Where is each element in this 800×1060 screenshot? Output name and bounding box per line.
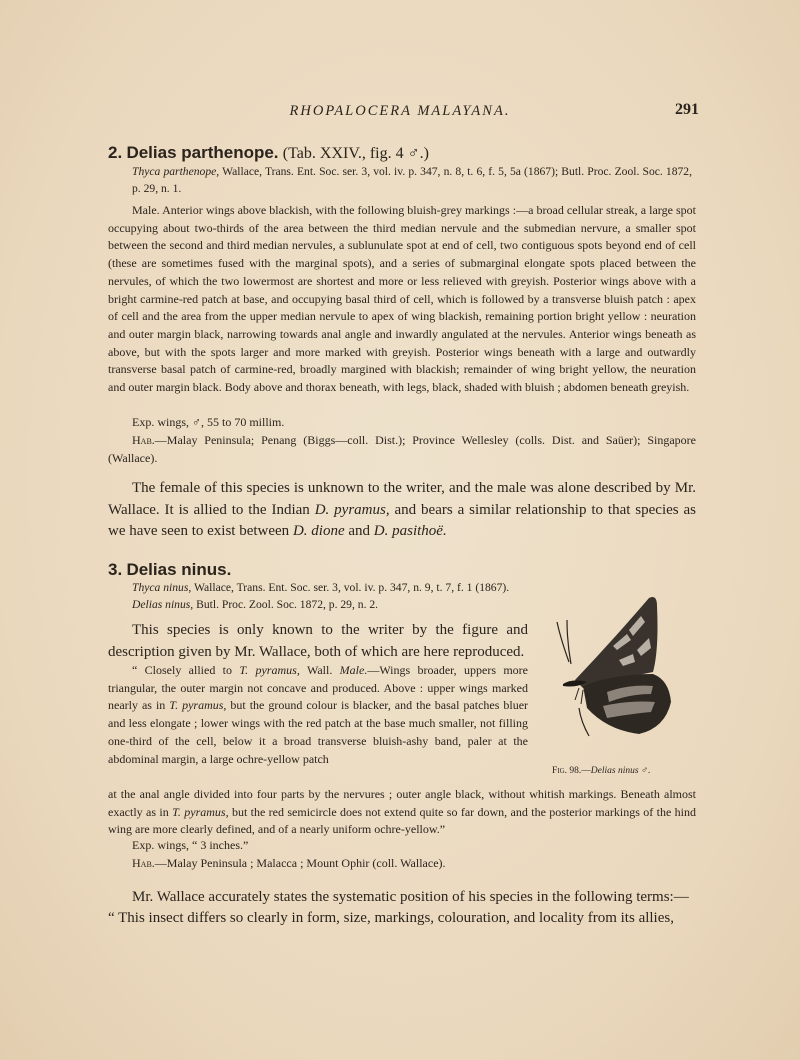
synonym-citation-cont: Zool. Soc. 1872, p. 29, n. 1.: [132, 165, 692, 195]
habitat-text: —Malay Peninsula ; Malacca ; Mount Ophir (coll. Wallace).: [154, 856, 446, 870]
synonym-name: Delias ninus,: [132, 598, 194, 611]
habitat-label: Hab.: [132, 856, 155, 870]
synonymy-ninus-1: [132, 580, 572, 597]
caption-figure-number: Fig. 98.—: [552, 766, 591, 776]
abdomen-tail: [579, 708, 589, 736]
conjunction: and: [348, 523, 371, 539]
taxon-pyramus: T. pyramus,: [239, 663, 300, 677]
wallace-quote: [108, 662, 528, 768]
synonym-name: Thyca ninus,: [132, 581, 192, 594]
species-name: Delias ninus.: [126, 560, 232, 579]
running-head: RHOPALOCERA MALAYANA.: [289, 103, 511, 119]
quote-text: at the anal angle divided into four parts by the nervures ; outer angle black, without whitish markings. Beneath almost exactly as in: [108, 787, 696, 819]
synonym-citation: Wallace, Trans. Ent. Soc. ser. 3, vol. iv. p. 347, n. 8, t. 6, f. 5, 5a (1867); Butl. Proc.: [222, 165, 612, 178]
discussion-text-cont: and bears a similar relationship to that species as we have seen to exist between: [108, 501, 696, 539]
synonym-citation: Butl. Proc. Zool. Soc. 1872, p. 29, n. 2.: [196, 598, 379, 611]
caption-species: Delias ninus: [590, 766, 639, 776]
page-number: 291: [675, 101, 699, 118]
habitat-ninus: [108, 855, 696, 873]
synonym-name: Thyca parthenope,: [132, 165, 220, 178]
species-number: 2.: [108, 143, 123, 162]
species-number: 3.: [108, 560, 123, 579]
plate-reference: (Tab. XXIV., fig. 4 ♂.): [282, 145, 429, 162]
species-heading-parthenope: [108, 143, 429, 163]
quote-text: —Wings broader, uppers more triangular, the outer margin not concave and produced. Above : upper wings marked nearly as in: [108, 663, 528, 713]
wing-expanse-ninus: Exp. wings, “ 3 inches.”: [132, 838, 249, 852]
quote-text: but the red semicircle does not extend quite so far down, and the posterior markings of the hind wing are more clearly defined, and of a nearly uniform ochre-yellow.”: [108, 804, 697, 837]
species-name: Delias parthenope.: [126, 143, 279, 162]
habitat-label: Hab.: [132, 433, 155, 447]
closing-paragraph: Mr. Wallace accurately states the systematic position of his species in the following terms:—: [132, 889, 689, 905]
quote-author: Wall.: [306, 663, 333, 677]
synonymy-ninus-2: [132, 597, 572, 614]
taxon-dione: D. dione: [292, 523, 345, 539]
intro-paragraph: This species is only known to the writer by the figure and description given by Mr. Wallace, both of which are here reproduced.: [108, 622, 528, 660]
quote-text: but the ground colour is blacker, and the basal patches bluer and less elongate ; lower wings with the red patch at the base much smaller, not filling one-third of the cell, below it a broad transverse bluish-ashy band, paler at the abdominal margin, a large ochre-yellow patch: [108, 698, 529, 766]
quote-text: “ Closely allied to: [132, 663, 233, 677]
discussion-text: The female of this species is unknown to the writer, and the male was alone described by Mr. Wallace. It is allied to the Indian: [108, 480, 696, 518]
figure-caption: [552, 766, 650, 776]
habitat-text: —Malay Peninsula; Penang (Biggs—coll. Dist.); Province Wellesley (colls. Dist. and Saüer); Singapore (Wallace).: [108, 433, 696, 465]
taxon-pyramus: T. pyramus,: [169, 698, 227, 713]
habitat: [108, 432, 696, 467]
male-description: Male. Anterior wings above blackish, with the following bluish-grey markings :—a broad cellular streak, a large spot occupying about two-thirds of the area between the third median nervule and the submedian nervure, a smaller spot between the second and third median nervules, a sublunulate spot at end of cell, two contiguous spots beyond end of cell (these are sometimes fused with the marginal spots), and a series of submarginal elongate spots placed between the nervules, of which the two lowermost are shortest and more or less relieved with greyish. Posterior wings above with a bright carmine-red patch at base, and occupying basal third of cell, which is followed by a transverse bluish patch : apex of cell and the area from the upper median nervule to apex of wing blackish, remaining portion bright yellow : neuration and outer margin black, narrowing towards anal angle and inwardly angulated at the nervules. Anterior wings beneath as above, but with the spots larger and more marked with greyish. Posterior wings beneath with a large and outwardly transverse basal patch of carmine-red, broadly margined with blackish; remainder of wing bright yellow, the neuration and outer margin black. Body above and thorax beneath, with legs, black, shaded with bluish ; abdomen beneath greyish.: [108, 203, 696, 395]
caption-sex: ♂.: [640, 766, 651, 776]
discussion-paragraph: [108, 478, 696, 543]
wallace-quote-cont: [108, 786, 696, 839]
species-heading-ninus: [108, 560, 231, 580]
butterfly-figure: [553, 590, 701, 742]
synonymy-parthenope: [132, 164, 692, 197]
quote-sex-label: Male.: [339, 663, 368, 677]
taxon-pyramus: D. pyramus,: [314, 501, 390, 518]
wing-expanse: Exp. wings, ♂, 55 to 70 millim.: [132, 415, 285, 429]
synonym-citation: Wallace, Trans. Ent. Soc. ser. 3, vol. iv. p. 347, n. 9, t. 7, f. 1 (1867).: [193, 581, 510, 594]
taxon-pyramus: T. pyramus,: [172, 804, 229, 819]
closing-quote: “ This insect differs so clearly in form, size, markings, colouration, and locality from its allies,: [108, 910, 674, 926]
taxon-pasithoe: D. pasithoë.: [373, 523, 447, 539]
